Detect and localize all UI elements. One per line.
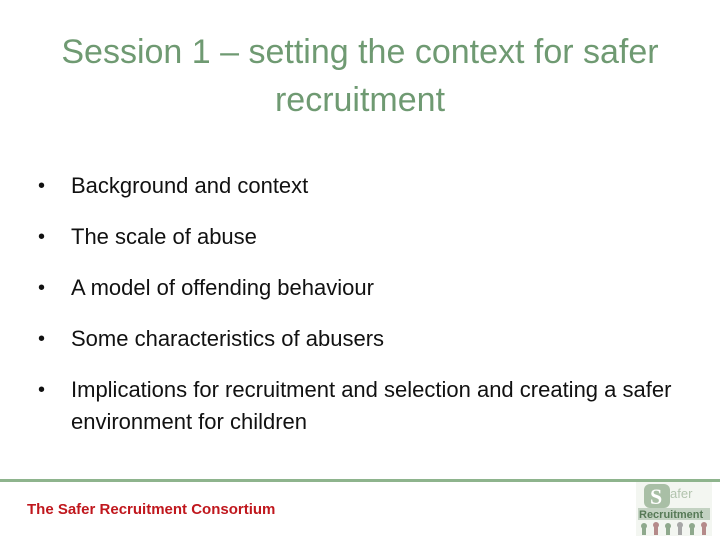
footer-divider [0,479,720,482]
svg-text:S: S [650,484,663,509]
consortium-logo-icon [636,482,712,536]
bullet-text: Some characteristics of abusers [71,326,385,351]
organization-name: The Safer Recruitment Consortium [27,501,276,518]
bullet-item [38,272,678,304]
bullet-text: Background and context [71,173,309,198]
bullet-item [38,170,678,202]
logo-text-top: afer [670,486,693,501]
bullet-item [38,323,678,355]
bullet-text: Implications for recruitment and selection and creating a safer environment for children [71,377,672,434]
bullet-symbol: • [38,226,46,248]
bullet-symbol: • [38,175,46,197]
bullet-text: A model of offending behaviour [71,275,374,300]
bullet-text: The scale of abuse [71,224,257,249]
slide-title: Session 1 – setting the context for safer recruitment [61,33,659,119]
bullet-list [38,170,678,457]
bullet-symbol: • [38,328,46,350]
bullet-symbol: • [38,277,46,299]
bullet-item [38,221,678,253]
bullet-item [38,374,678,438]
logo-text-main: Recruitment [639,509,704,521]
bullet-symbol: • [38,379,46,401]
